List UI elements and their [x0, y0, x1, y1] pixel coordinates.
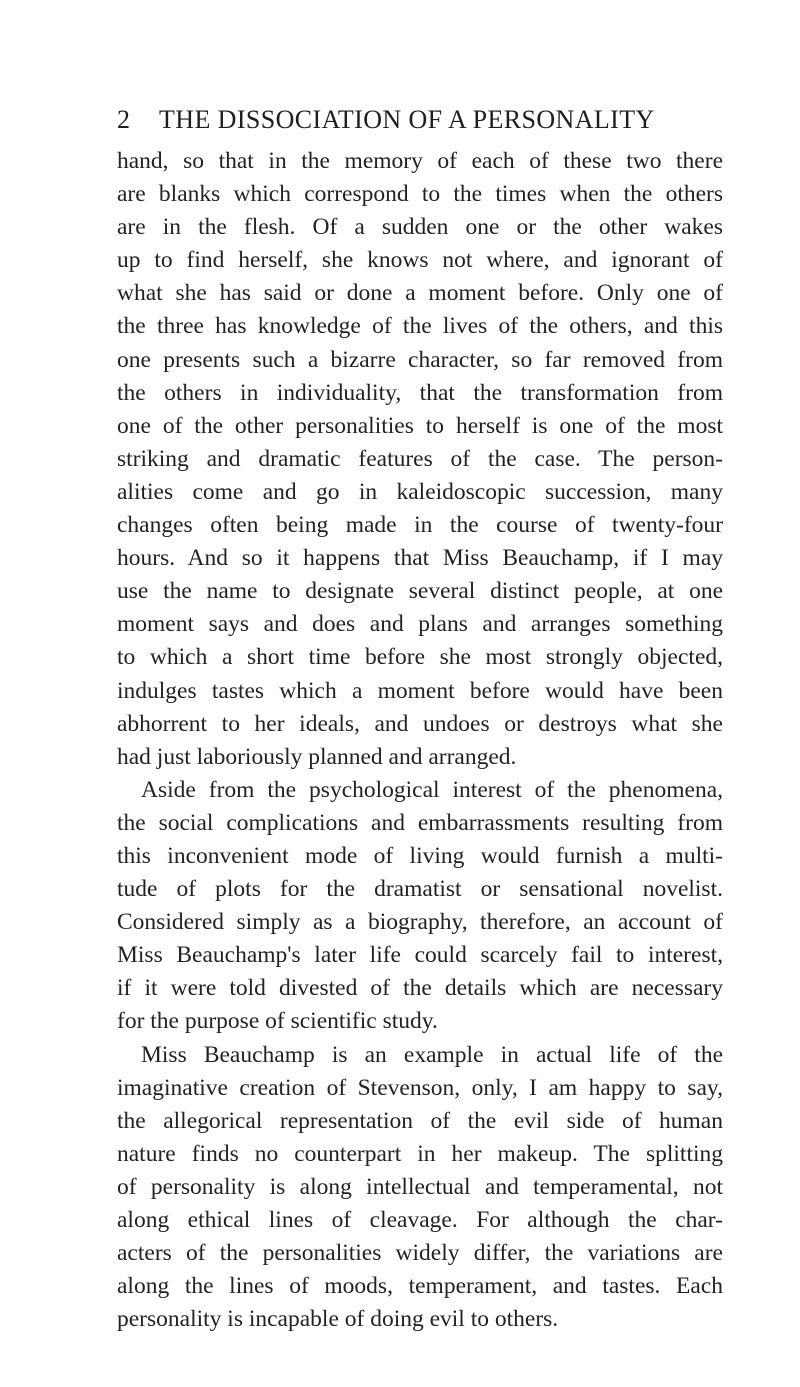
text-line: Aside from the psychological interest of the phenomena, — [141, 776, 723, 803]
text-line: are blanks which correspond to the times when the others — [117, 181, 723, 208]
text-line: moment says and does and plans and arranges something — [117, 611, 723, 638]
text-line: the social complications and embarrassments resulting from — [117, 809, 723, 836]
text-line: imaginative creation of Stevenson, only, I am happy to say, — [117, 1074, 723, 1101]
text-line: striking and dramatic features of the case. The person- — [117, 445, 723, 472]
text-line: had just laboriously planned and arranged. — [117, 743, 517, 770]
text-line: nature finds no counterpart in her makeup. The splitting — [117, 1140, 723, 1167]
text-line: up to find herself, she knows not where, and ignorant of — [117, 247, 723, 274]
text-line: abhorrent to her ideals, and undoes or destroys what she — [117, 710, 723, 737]
text-line: along ethical lines of cleavage. For although the char- — [117, 1207, 723, 1233]
text-line: are in the flesh. Of a sudden one or the other wakes — [117, 214, 723, 241]
text-line: to which a short time before she most strongly objected, — [117, 644, 723, 671]
paragraph-1 — [117, 145, 723, 774]
text-line: Considered simply as a biography, therefore, an account of — [117, 909, 723, 936]
text-line: if it were told divested of the details which are necessary — [117, 975, 723, 1002]
running-title: THE DISSOCIATION OF A PERSONALITY — [159, 105, 655, 134]
text-line: tude of plots for the dramatist or sensational novelist. — [117, 876, 723, 903]
text-line: personality is incapable of doing evil to others. — [117, 1306, 559, 1333]
page-number: 2 — [117, 105, 131, 134]
text-line: what she has said or done a moment before. Only one of — [117, 280, 723, 307]
text-line: use the name to designate several distinct people, at one — [117, 578, 723, 605]
text-line: hand, so that in the memory of each of these two there — [117, 148, 723, 174]
text-line: of personality is along intellectual and temperamental, not — [117, 1173, 723, 1200]
text-line: the others in individuality, that the transformation from — [117, 379, 723, 406]
text-line: the allegorical representation of the evil side of human — [117, 1107, 723, 1134]
text-line: changes often being made in the course of twenty-four — [117, 512, 723, 539]
paragraph-2 — [117, 774, 723, 1039]
text-line: hours. And so it happens that Miss Beauchamp, if I may — [117, 545, 723, 572]
text-line: indulges tastes which a moment before would have been — [117, 677, 723, 704]
text-line: Miss Beauchamp is an example in actual life of the — [141, 1041, 723, 1068]
body-text — [117, 145, 723, 1336]
text-line: one presents such a bizarre character, so far removed from — [117, 346, 723, 373]
text-line: Miss Beauchamp's later life could scarcely fail to interest, — [117, 942, 723, 969]
text-line: the three has knowledge of the lives of the others, and this — [117, 313, 723, 340]
text-line: this inconvenient mode of living would furnish a multi- — [117, 842, 723, 869]
text-line: alities come and go in kaleidoscopic succession, many — [117, 478, 723, 505]
running-head — [117, 103, 723, 137]
text-line: along the lines of moods, temperament, and tastes. Each — [117, 1273, 723, 1300]
paragraph-3 — [117, 1039, 723, 1337]
text-line: one of the other personalities to herself is one of the most — [117, 412, 723, 439]
text-line: for the purpose of scientific study. — [117, 1008, 438, 1035]
text-line: acters of the personalities widely differ, the variations are — [117, 1240, 723, 1267]
